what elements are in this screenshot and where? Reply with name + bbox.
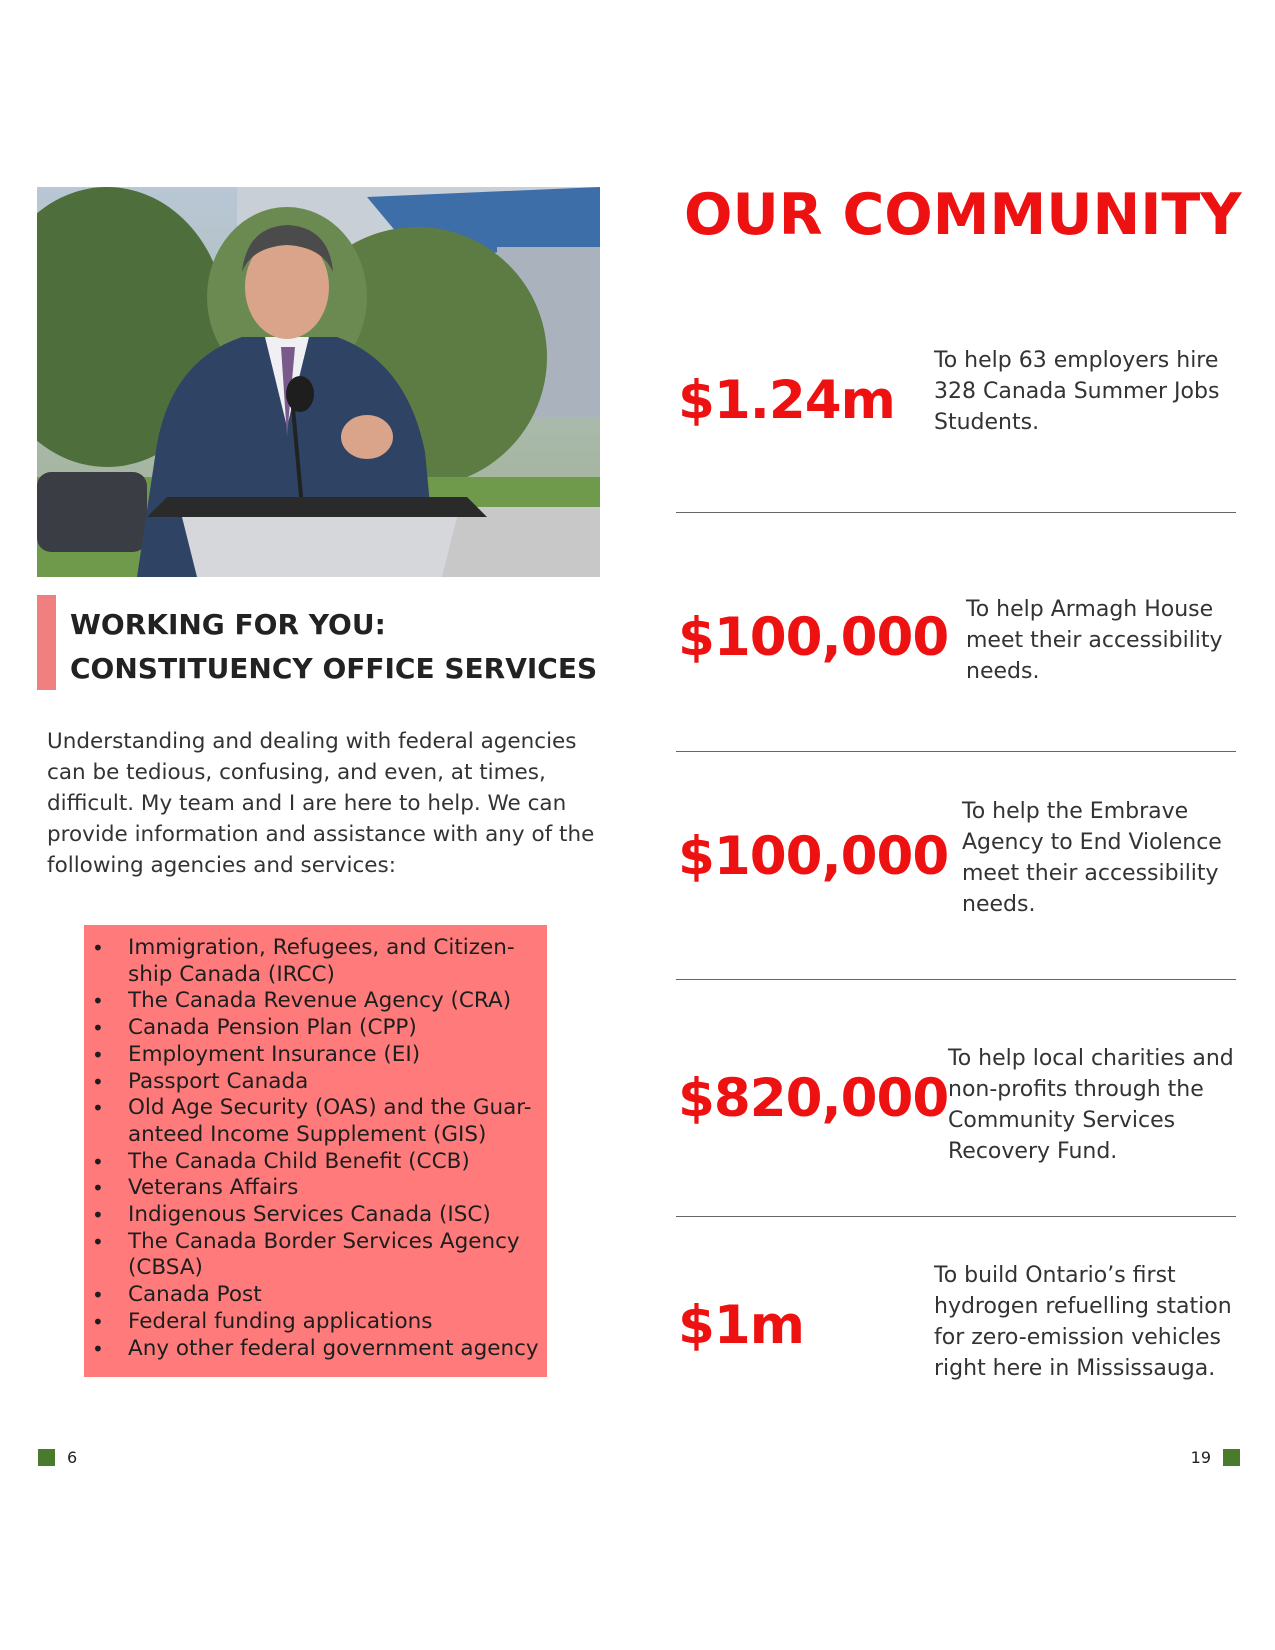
funding-item [676,345,1236,455]
divider [676,979,1236,980]
list-item: • Passport Canada [84,1069,547,1096]
funding-amount: $820,000 [678,1068,949,1129]
funding-item [676,594,1236,704]
footer-square-icon [38,1449,55,1466]
page-title: OUR COMMUNITY [684,182,1242,248]
list-item: • Employment Insurance (EI) [84,1042,547,1069]
list-item: • The Canada Revenue Agency (CRA) [84,988,547,1015]
list-item: • Any other federal government agency [84,1336,547,1363]
funding-description: To help local charities and non-profits through the Community Services Recovery Fund. [948,1046,1234,1164]
funding-amount: $100,000 [678,607,949,668]
divider [676,512,1236,513]
footer-square-icon [1223,1449,1240,1466]
list-item: • Veterans Affairs [84,1175,547,1202]
list-item: • Canada Post [84,1282,547,1309]
funding-item [676,1260,1236,1390]
services-box [84,925,547,1377]
funding-description: To help the Embrave Agency to End Violence meet their accessibility needs. [962,799,1222,917]
speaker-photo [37,187,600,577]
funding-description: To help Armagh House meet their accessibility needs. [966,597,1223,684]
list-item: • Federal funding applications [84,1309,547,1336]
footer-left [38,1447,89,1467]
divider [676,751,1236,752]
section-heading [37,595,607,690]
accent-bar [37,595,56,690]
list-item: • Canada Pension Plan (CPP) [84,1015,547,1042]
funding-amount: $100,000 [678,826,949,887]
funding-item [676,796,1236,926]
funding-description: To help 63 employers hire 328 Canada Summer Jobs Students. [934,348,1220,435]
footer-right [1179,1447,1240,1467]
divider [676,1216,1236,1217]
list-item: • Old Age Security (OAS) and the Guar-anteed Income Supplement (GIS) [84,1095,547,1148]
funding-item [676,1043,1236,1173]
list-item: • Immigration, Refugees, and Citizen-ship Canada (IRCC) [84,935,547,988]
section-title-line1: WORKING FOR YOU: [70,608,386,641]
services-list [84,925,547,1362]
section-title-line2: CONSTITUENCY OFFICE SERVICES [70,652,598,685]
list-item: • Indigenous Services Canada (ISC) [84,1202,547,1229]
list-item: • The Canada Child Benefit (CCB) [84,1149,547,1176]
page-number-left: 6 [67,1448,78,1467]
funding-amount: $1m [678,1295,804,1356]
funding-amount: $1.24m [678,370,895,431]
funding-description: To build Ontario’s first hydrogen refuelling station for zero-emission vehicles right here in Mississauga. [934,1263,1232,1381]
list-item: • The Canada Border Services Agency (CBSA) [84,1229,547,1282]
intro-paragraph: Understanding and dealing with federal agencies can be tedious, confusing, and even, at times, difficult. My team and I are here to help. We can provide information and assistance with any of the following agencies and services: [47,729,595,878]
page-number-right: 19 [1190,1448,1211,1467]
section-title [70,603,597,691]
